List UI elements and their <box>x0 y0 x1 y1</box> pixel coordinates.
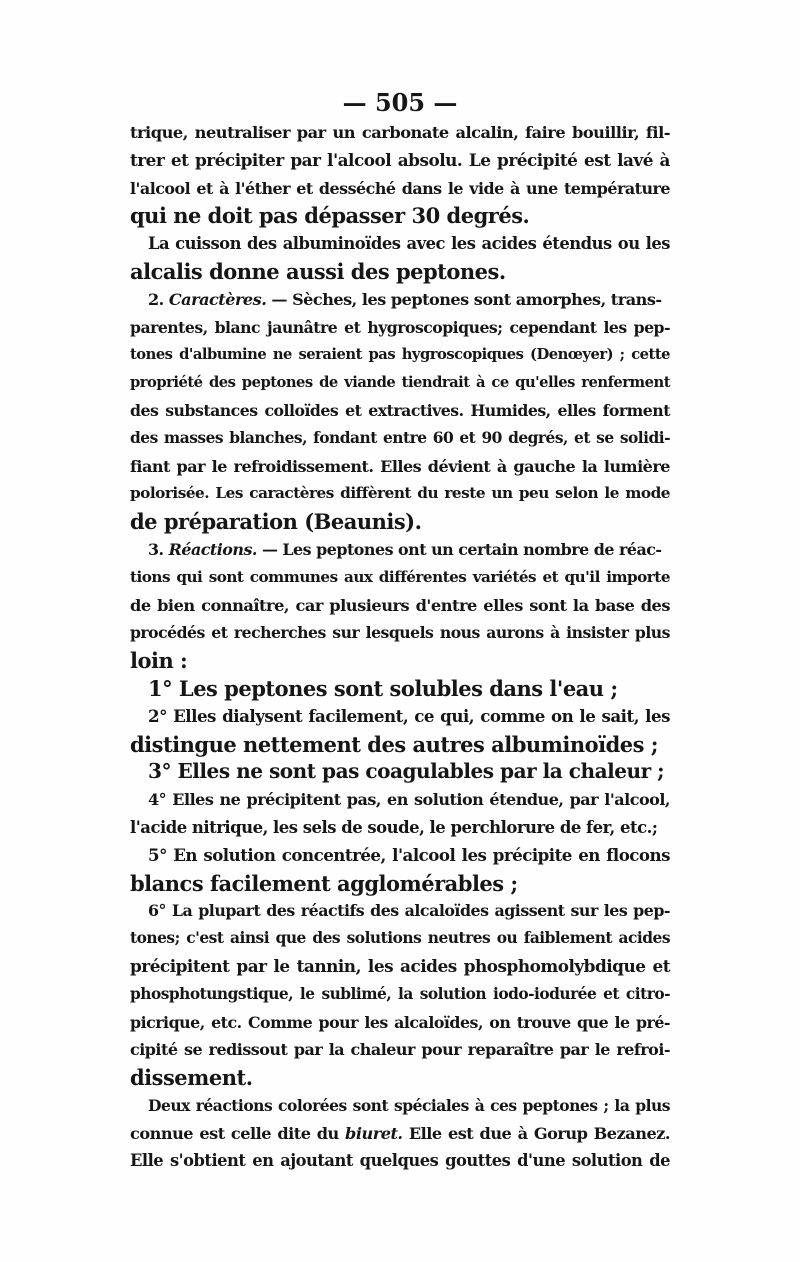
text-line: Elle s'obtient en ajoutant quelques gouttes d'une solution de <box>130 1151 670 1171</box>
text-line: propriété des peptones de viande tiendrait à ce qu'elles renferment <box>130 374 670 392</box>
section-title: Caractères. <box>168 289 267 309</box>
text-line: blancs facilement agglomérables ; <box>130 870 518 896</box>
text-run: — Sèches, les peptones sont amorphes, trans- <box>266 289 662 309</box>
text-line: de bien connaître, car plusieurs d'entre elles sont la base des <box>130 595 670 615</box>
text-line: polorisée. Les caractères diffèrent du reste un peu selon le mode <box>130 484 670 503</box>
list-item: 1° Les peptones sont solubles dans l'eau ; <box>148 675 618 701</box>
text-line: La cuisson des albuminoïdes avec les acides étendus ou les <box>148 234 670 254</box>
section-number: 3. <box>148 539 169 559</box>
list-item: 6° La plupart des réactifs des alcaloïdes agissent sur les pep- <box>148 901 670 921</box>
text-line: trer et précipiter par l'alcool absolu. Le précipité est lavé à <box>130 149 670 170</box>
section-title: Réactions. <box>168 539 257 559</box>
text-line: des masses blanches, fondant entre 60 et 90 degrés, et se solidi- <box>130 428 670 447</box>
text-line: l'alcool et à l'éther et desséché dans le vide à une température <box>130 178 670 198</box>
text-line: alcalis donne aussi des peptones. <box>130 258 506 284</box>
section-number: 2. <box>148 289 169 309</box>
text-line: des substances colloïdes et extractives. Humides, elles forment <box>130 400 670 420</box>
text-line: tones; c'est ainsi que des solutions neutres ou faiblement acides <box>130 929 670 948</box>
text-line: loin : <box>130 648 188 674</box>
text-line: tions qui sont communes aux différentes variétés et qu'il importe <box>130 567 670 586</box>
text-line: de préparation (Beaunis). <box>130 509 422 535</box>
text-run: — Les peptones ont un certain nombre de réac- <box>256 539 662 559</box>
text-line: distingue nettement des autres albuminoïdes ; <box>130 731 659 757</box>
section-heading-reactions <box>130 536 670 564</box>
text-line: tones d'albumine ne seraient pas hygroscopiques (Denœyer) ; cette <box>130 346 670 364</box>
list-item: 3° Elles ne sont pas coagulables par la chaleur ; <box>148 759 665 784</box>
body-text <box>130 119 670 1175</box>
text-line: parentes, blanc jaunâtre et hygroscopiques; cependant les pep- <box>130 317 670 337</box>
text-line: dissement. <box>130 1065 253 1091</box>
list-item: 4° Elles ne précipitent pas, en solution étendue, par l'alcool, <box>148 790 670 810</box>
text-line: précipitent par le tannin, les acides phosphomolybdique et <box>130 955 670 976</box>
text-run: Elle est due à Gorup Bezanez. <box>402 1123 670 1143</box>
list-item: 5° En solution concentrée, l'alcool les précipite en flocons <box>148 844 670 865</box>
text-run: connue est celle dite du <box>130 1123 346 1143</box>
list-item: 2° Elles dialysent facilement, ce qui, comme on le sait, les <box>148 705 670 726</box>
text-line: cipité se redissout par la chaleur pour reparaître par le refroi- <box>130 1040 670 1060</box>
text-line: fiant par le refroidissement. Elles dévient à gauche la lumière <box>130 456 670 476</box>
text-line-biuret <box>130 1120 670 1148</box>
text-line: picrique, etc. Comme pour les alcaloïdes, on trouve que le pré- <box>130 1012 670 1032</box>
section-heading-caracteres <box>130 286 670 314</box>
text-line: qui ne doit pas dépasser 30 degrés. <box>130 203 530 229</box>
biuret-term: biuret. <box>345 1123 403 1143</box>
text-line: phosphotungstique, le sublimé, la solution iodo-iodurée et citro- <box>130 984 670 1003</box>
text-line: trique, neutraliser par un carbonate alcalin, faire bouillir, fil- <box>130 123 670 142</box>
text-line: Deux réactions colorées sont spéciales à ces peptones ; la plus <box>148 1095 670 1115</box>
text-line: procédés et recherches sur lesquels nous aurons à insister plus <box>130 623 670 643</box>
text-line: l'acide nitrique, les sels de soude, le perchlorure de fer, etc.; <box>130 817 658 837</box>
page-number: — 505 — <box>342 88 458 117</box>
